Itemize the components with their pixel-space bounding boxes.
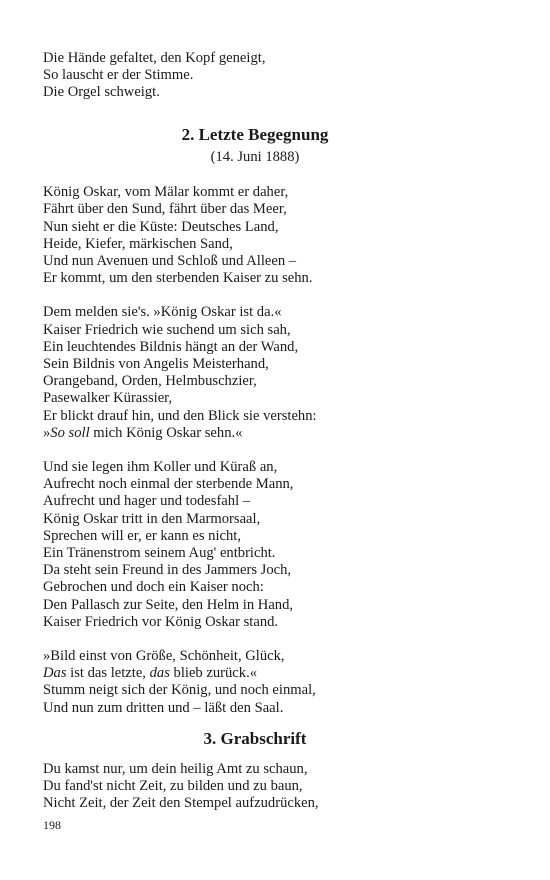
verse-line: König Oskar tritt in den Marmorsaal, — [43, 510, 261, 527]
stanza — [43, 761, 467, 813]
verse-line — [43, 665, 467, 682]
verse-line: Er kommt, um den sterbenden Kaiser zu sehn. — [43, 270, 313, 287]
verse-line: König Oskar, vom Mälar kommt er daher, — [43, 184, 289, 201]
verse-line: Ein Tränenstrom seinem Aug' entbricht. — [43, 545, 276, 562]
verse-line: »Bild einst von Größe, Schönheit, Glück, — [43, 648, 285, 665]
verse-line: Nicht Zeit, der Zeit den Stempel aufzudrücken, — [43, 795, 319, 812]
verse-line: Dem melden sie's. »König Oskar ist da.« — [43, 304, 282, 321]
verse-text: ist das letzte, — [66, 665, 150, 682]
verse-line: Stumm neigt sich der König, und noch einmal, — [43, 682, 316, 699]
verse-line: Und nun Avenuen und Schloß und Alleen – — [43, 253, 297, 270]
verse-line: Sein Bildnis von Angelis Meisterhand, — [43, 356, 269, 373]
emphasis: das — [149, 665, 170, 682]
emphasis: So soll — [50, 424, 90, 441]
verse-line: Kaiser Friedrich wie suchend um sich sah, — [43, 321, 291, 338]
verse-line: Pasewalker Kürassier, — [43, 390, 173, 407]
verse-line: Die Hände gefaltet, den Kopf geneigt, — [43, 50, 266, 66]
section-heading — [43, 729, 467, 749]
stanza — [43, 304, 467, 442]
verse-line: Und sie legen ihm Koller und Küraß an, — [43, 459, 278, 476]
section-body — [43, 184, 467, 717]
section-grabschrift — [43, 729, 467, 813]
verse-line: Orangeband, Orden, Helmbuschzier, — [43, 373, 257, 390]
verse-line: Du fand'st nicht Zeit, zu bilden und zu baun, — [43, 778, 303, 795]
emphasis: Das — [43, 665, 67, 682]
verse-line: Sprechen will er, er kann es nicht, — [43, 527, 241, 544]
section-heading — [43, 125, 467, 166]
verse-line: So lauscht er der Stimme. — [43, 67, 194, 84]
stanza — [43, 459, 467, 631]
section-body — [43, 761, 467, 813]
stanza — [43, 184, 467, 287]
opening-stanza — [43, 50, 343, 102]
verse-line: Nun sieht er die Küste: Deutsches Land, — [43, 218, 279, 235]
verse-line — [43, 425, 467, 442]
verse-line: Ein leuchtendes Bildnis hängt an der Wand, — [43, 338, 299, 355]
section-date: (14. Juni 1888) — [210, 149, 300, 165]
verse-line: Er blickt drauf hin, und den Blick sie verstehn: — [43, 407, 317, 424]
verse-line: Aufrecht noch einmal der sterbende Mann, — [43, 476, 294, 493]
verse-line: Gebrochen und doch ein Kaiser noch: — [43, 579, 264, 596]
page-number: 198 — [43, 818, 61, 832]
section-letzte-begegnung — [43, 125, 467, 717]
verse-line: Fährt über den Sund, fährt über das Meer, — [43, 201, 287, 218]
quote-mark: » — [43, 424, 51, 441]
verse-line: Da steht sein Freund in des Jammers Joch, — [43, 562, 292, 579]
stanza — [43, 50, 343, 102]
section-title: 3. Grabschrift — [203, 729, 307, 748]
verse-text: blieb zurück.« — [169, 665, 258, 682]
verse-line: Und nun zum dritten und – läßt den Saal. — [43, 699, 284, 716]
verse-line: Den Pallasch zur Seite, den Helm in Hand, — [43, 596, 294, 613]
section-title: 2. Letzte Begegnung — [181, 125, 329, 144]
verse-line: Du kamst nur, um dein heilig Amt zu schaun, — [43, 761, 308, 777]
verse-line: Die Orgel schweigt. — [43, 84, 160, 101]
verse-line: Heide, Kiefer, märkischen Sand, — [43, 235, 233, 252]
verse-text: mich König Oskar sehn.« — [89, 424, 243, 441]
stanza — [43, 648, 467, 717]
verse-line: Kaiser Friedrich vor König Oskar stand. — [43, 613, 279, 630]
verse-line: Aufrecht und hager und todesfahl – — [43, 493, 251, 510]
